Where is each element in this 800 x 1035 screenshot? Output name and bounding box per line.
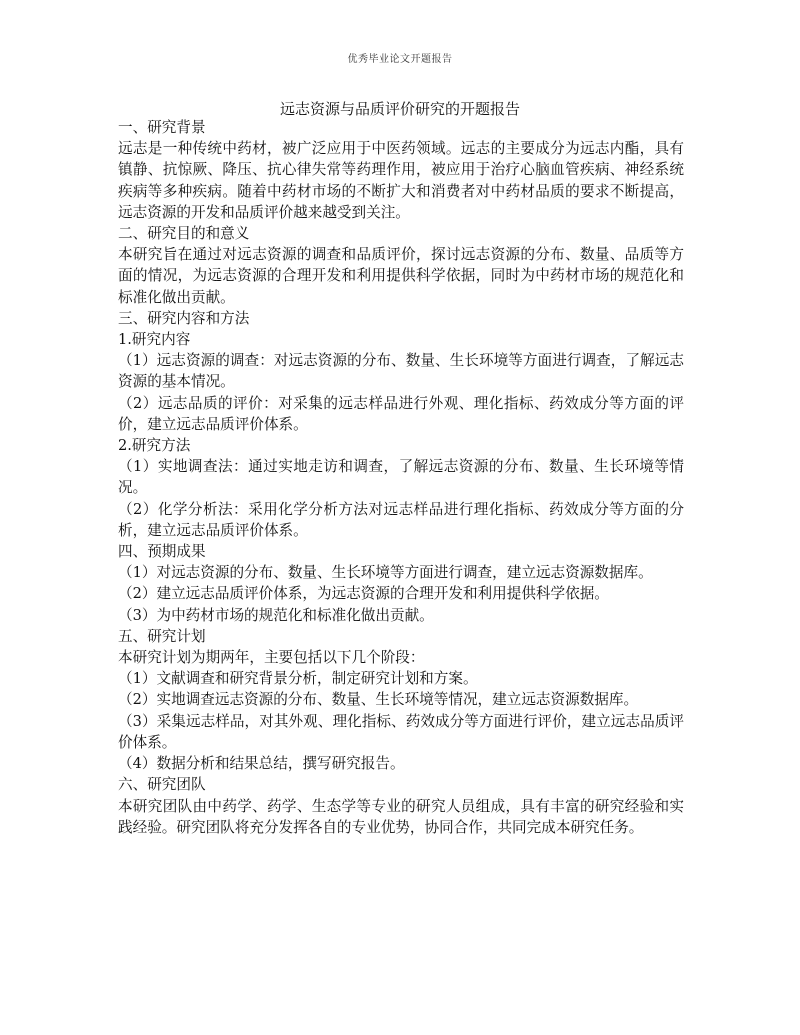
list-item-content-1: （1）远志资源的调查：对远志资源的分布、数量、生长环境等方面进行调查，了解远志资源的基本情况。 — [118, 352, 684, 391]
paragraph-team: 本研究团队由中药学、药学、生态学等专业的研究人员组成，具有丰富的研究经验和实践经验。研究团队将充分发挥各自的专业优势，协同合作，共同完成本研究任务。 — [118, 797, 684, 836]
section-heading-purpose: 二、研究目的和意义 — [118, 225, 250, 243]
list-item-content-2: （2）远志品质的评价：对采集的远志样品进行外观、理化指标、药效成分等方面的评价，建立远志品质评价体系。 — [118, 394, 684, 433]
section-heading-expected-results: 四、预期成果 — [118, 543, 206, 561]
paragraph-plan-intro: 本研究计划为期两年，主要包括以下几个阶段： — [118, 649, 425, 667]
list-item-plan-3: （3）采集远志样品，对其外观、理化指标、药效成分等方面进行评价，建立远志品质评价体系。 — [118, 712, 684, 751]
list-item-method-2: （2）化学分析法：采用化学分析方法对远志样品进行理化指标、药效成分等方面的分析，建立远志品质评价体系。 — [118, 500, 684, 539]
document-body — [118, 117, 684, 838]
list-item-plan-1: （1）文献调查和研究背景分析，制定研究计划和方案。 — [118, 670, 478, 688]
paragraph-purpose: 本研究旨在通过对远志资源的调查和品质评价，探讨远志资源的分布、数量、品质等方面的情况，为远志资源的合理开发和利用提供科学依据，同时为中药材市场的规范化和标准化做出贡献。 — [118, 246, 684, 306]
list-item-plan-4: （4）数据分析和结果总结，撰写研究报告。 — [118, 755, 405, 773]
list-item-result-2: （2）建立远志品质评价体系，为远志资源的合理开发和利用提供科学依据。 — [118, 585, 609, 603]
paragraph-background: 远志是一种传统中药材，被广泛应用于中医药领域。远志的主要成分为远志内酯，具有镇静、抗惊厥、降压、抗心律失常等药理作用，被应用于治疗心脑血管疾病、神经系统疾病等多种疾病。随着中药材市场的不断扩大和消费者对中药材品质的要求不断提高，远志资源的开发和品质评价越来越受到关注。 — [118, 140, 684, 221]
subheading-research-methods: 2.研究方法 — [118, 437, 191, 455]
document-title: 远志资源与品质评价研究的开题报告 — [279, 100, 520, 118]
list-item-result-1: （1）对远志资源的分布、数量、生长环境等方面进行调查，建立远志资源数据库。 — [118, 564, 653, 582]
subheading-research-content: 1.研究内容 — [118, 331, 191, 349]
list-item-plan-2: （2）实地调查远志资源的分布、数量、生长环境等情况，建立远志资源数据库。 — [118, 691, 639, 709]
list-item-result-3: （3）为中药材市场的规范化和标准化做出贡献。 — [118, 606, 434, 624]
section-heading-plan: 五、研究计划 — [118, 627, 206, 645]
section-heading-content-methods: 三、研究内容和方法 — [118, 309, 250, 327]
list-item-method-1: （1）实地调查法：通过实地走访和调查，了解远志资源的分布、数量、生长环境等情况。 — [118, 458, 684, 497]
section-heading-team: 六、研究团队 — [118, 776, 206, 794]
page-header: 优秀毕业论文开题报告 — [347, 54, 453, 65]
section-heading-background: 一、研究背景 — [118, 119, 206, 136]
